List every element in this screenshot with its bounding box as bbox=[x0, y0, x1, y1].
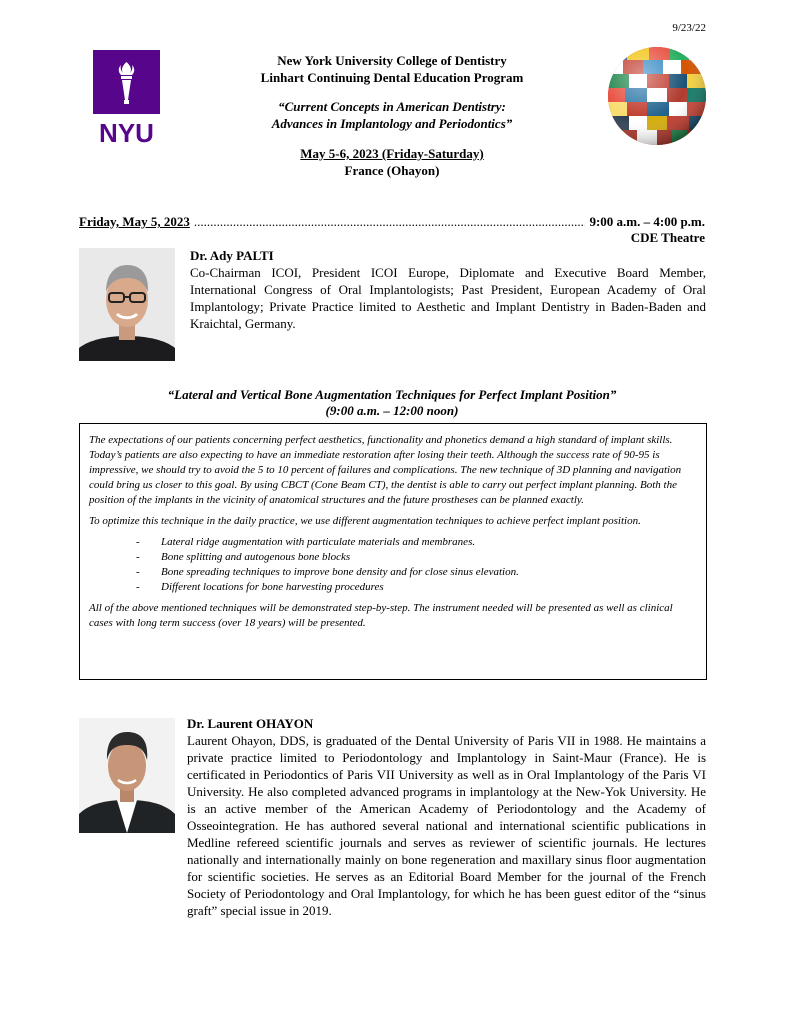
speaker1-name: Dr. Ady PALTI bbox=[190, 248, 274, 263]
course-title-line2: Advances in Implantology and Periodontics” bbox=[271, 116, 513, 131]
speaker2-name: Dr. Laurent OHAYON bbox=[187, 716, 314, 731]
document-date: 9/23/22 bbox=[672, 22, 706, 34]
school-name: New York University College of Dentistry bbox=[277, 53, 507, 68]
course-location: France (Ohayon) bbox=[344, 163, 440, 178]
list-item: - Lateral ridge augmentation with particulate materials and membranes. bbox=[136, 536, 476, 548]
abstract-bullet-list bbox=[89, 535, 697, 595]
speaker2-bio: Laurent Ohayon, DDS, is graduated of the Dental University of Paris VII in 1988. He maintains a private practice limited to Periodontology and Implantology in Saint-Maur (France). He is certificated in Periodontics of Paris VII University as well as in Oral Implantology of the Paris VI University. He also completed advanced programs in implantology at the New-Yok University. He is an active member of the American Academy of Periodontology and the Academy of Osseointegration. He has authored several national and international scientific publications in Medline refereed scientific journals and serves as reviewer of scientific journals. He lectures nationally and internationally mainly on bone regeneration and maxillary sinus floor augmentation for scientific societies. He serves as an Editorial Board Member for the journal of the French Society of Periodontology and Oral Implantology, for which he has been guest editor of the “sinus graft” special issue in 2019. bbox=[187, 733, 706, 918]
talk-heading bbox=[79, 387, 705, 419]
world-flags-globe-image bbox=[607, 46, 707, 146]
speaker1-bio: Co-Chairman ICOI, President ICOI Europe, Diplomate and Executive Board Member, International Congress of Oral Implantologists; Past President, European Academy of Oral Implantology; Private Practice limited to Aesthetic and Implant Dentistry in Baden-Baden and Kraichtal, Germany. bbox=[190, 265, 706, 331]
schedule-venue: CDE Theatre bbox=[630, 230, 705, 245]
program-name: Linhart Continuing Dental Education Program bbox=[260, 70, 524, 85]
list-item: - Bone splitting and autogenous bone blocks bbox=[136, 551, 351, 563]
list-item: - Different locations for bone harvesting procedures bbox=[136, 581, 384, 593]
abstract-paragraph-2: To optimize this technique in the daily practice, we use different augmentation techniques to achieve perfect implant position. bbox=[89, 515, 641, 527]
list-item: - Bone spreading techniques to improve bone density and for close sinus elevation. bbox=[136, 566, 519, 578]
nyu-logo-text: NYU bbox=[99, 118, 154, 148]
course-dates: May 5-6, 2023 (Friday-Saturday) bbox=[300, 146, 484, 161]
schedule-time: 9:00 a.m. – 4:00 p.m. bbox=[589, 214, 705, 229]
speaker1-photo bbox=[79, 248, 175, 361]
talk-time: (9:00 a.m. – 12:00 noon) bbox=[325, 403, 459, 418]
speaker2-photo bbox=[79, 718, 175, 833]
nyu-logo bbox=[93, 50, 160, 150]
schedule-day: Friday, May 5, 2023 bbox=[79, 214, 190, 229]
abstract-paragraph-1: The expectations of our patients concerning perfect aesthetics, functionality and phonetics demand a high standard of implant skills. Today’s patients are also expecting to have an immediate restoration after losing their teeth. Although the success rate of 90-95 is impressive, we should try to avoid the 5 to 10 percent of failures and complications. The new technique of 3D planning and navigation could bring us closer to this goal. By using CBCT (Cone Beam CT), the dentist is able to carry out perfect implant planning. Both the position of the implants in the vicinity of anatomical structures and the future prostheses can be planned exactly. bbox=[89, 434, 682, 506]
leader-dots bbox=[194, 214, 586, 230]
schedule-block bbox=[79, 214, 705, 246]
speaker1-section bbox=[190, 247, 706, 332]
abstract-paragraph-3: All of the above mentioned techniques will be demonstrated step-by-step. The instrument needed will be presented as well as clinical cases with long term success (over 18 years) will be presented. bbox=[89, 602, 673, 629]
speaker2-section bbox=[187, 715, 706, 919]
talk-title: “Lateral and Vertical Bone Augmentation Techniques for Perfect Implant Position” bbox=[167, 387, 617, 402]
talk-abstract-box bbox=[79, 423, 707, 680]
course-title-line1: “Current Concepts in American Dentistry: bbox=[278, 99, 506, 114]
